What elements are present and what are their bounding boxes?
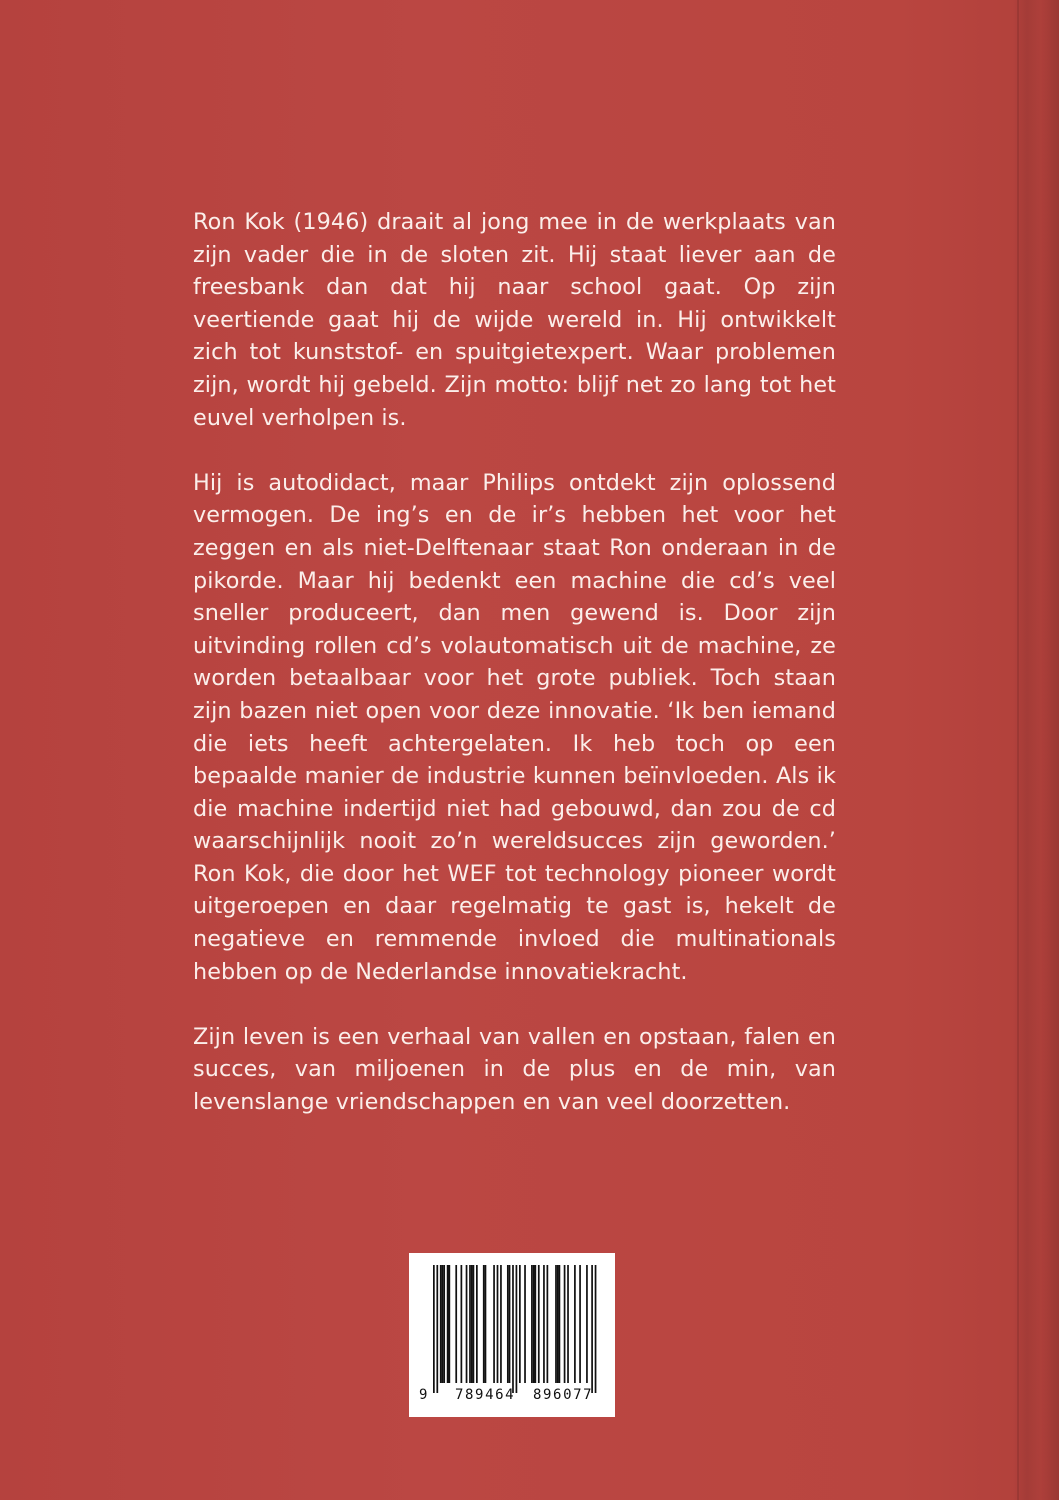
spine-fold-line <box>1017 0 1019 1500</box>
barcode-bar <box>559 1265 561 1383</box>
barcode-bar <box>595 1265 597 1393</box>
barcode-bar <box>547 1265 549 1383</box>
barcode-bar <box>567 1265 569 1383</box>
barcode-bar <box>531 1265 533 1383</box>
barcode-bar <box>485 1265 487 1383</box>
barcode-bar <box>476 1265 478 1383</box>
spine-shadow <box>1013 0 1059 1500</box>
barcode-bar <box>512 1265 514 1393</box>
barcode-bar <box>500 1265 502 1383</box>
barcode-bar <box>466 1265 468 1383</box>
barcode-bar <box>586 1265 588 1383</box>
isbn-digit-first: 9 <box>419 1387 428 1403</box>
barcode-bar <box>440 1265 442 1383</box>
barcode-bar <box>483 1265 485 1383</box>
barcode-bar <box>509 1265 511 1383</box>
barcode-bar <box>469 1265 471 1383</box>
isbn-number <box>409 1387 615 1409</box>
barcode-bar <box>516 1265 518 1393</box>
barcode-bar <box>448 1265 450 1383</box>
blurb-text <box>193 206 836 1119</box>
blurb-paragraph-3: Zijn leven is een verhaal van vallen en opstaan, falen en succes, van miljoenen in de plus en de min, van levenslange vriendschappen en van veel doorzetten. <box>193 1023 836 1116</box>
barcode-bar <box>443 1265 445 1383</box>
barcode-bar <box>538 1265 540 1383</box>
barcode-bar <box>564 1265 566 1383</box>
barcode-bar <box>519 1265 521 1383</box>
barcode-bar <box>497 1265 499 1383</box>
blurb-paragraph-1: Ron Kok (1946) draait al jong mee in de werkplaats van zijn vader die in de sloten zit. Hij staat liever aan de freesbank dan dat hij naar school gaat. Op zijn veertiende gaat hij de wijde wereld in. Hij ontwikkelt zich tot kunststof- en spuitgietexpert. Waar problemen zijn, wordt hij gebeld. Zijn motto: blijf net zo lang tot het euvel verholpen is. <box>193 209 836 431</box>
barcode-bar <box>493 1265 495 1383</box>
barcode-bar <box>433 1265 435 1393</box>
barcode-bar <box>555 1265 557 1383</box>
barcode-bar <box>534 1265 536 1383</box>
barcode-bar <box>579 1265 581 1383</box>
barcode-bar <box>461 1265 463 1383</box>
barcode-bar <box>543 1265 545 1383</box>
barcode-bar <box>473 1265 475 1383</box>
barcode-bar <box>524 1265 526 1383</box>
barcode-bar <box>471 1265 473 1383</box>
isbn-barcode <box>409 1253 615 1417</box>
barcode-bar <box>507 1265 509 1383</box>
barcode-bar <box>574 1265 576 1383</box>
isbn-digits-left: 789464 <box>455 1387 516 1403</box>
isbn-digits-right: 896077 <box>533 1387 594 1403</box>
blurb-paragraph-2: Hij is autodidact, maar Philips ontdekt zijn oplossend vermogen. De ing’s en de ir’s hebben het voor het zeggen en als niet-Delftenaar staat Ron onderaan in de pikorde. Maar hij bedenkt een machine die cd’s veel sneller produceert, dan men gewend is. Door zijn uitvinding rollen cd’s volautomatisch uit de machine, ze worden betaalbaar voor het grote publiek. Toch staan zijn bazen niet open voor deze innovatie. ‘Ik ben iemand die iets heeft achtergelaten. Ik heb toch op een bepaalde manier de industrie kunnen beïnvloeden. Als ik die machine indertijd niet had gebouwd, dan zou de cd waarschijnlijk nooit zo’n wereldsucces zijn geworden.’ Ron Kok, die door het WEF tot technology pioneer wordt uitgeroepen en daar regelmatig te gast is, hekelt de negatieve en remmende invloed die multinationals hebben op de Nederlandse innovatiekracht. <box>193 469 836 985</box>
barcode-bar <box>557 1265 559 1383</box>
barcode-bar <box>442 1265 444 1383</box>
barcode-bar <box>436 1265 438 1393</box>
barcode-bar <box>447 1265 449 1383</box>
barcode-bar <box>591 1265 593 1393</box>
barcode-bar <box>533 1265 535 1383</box>
barcode-bar <box>455 1265 457 1383</box>
